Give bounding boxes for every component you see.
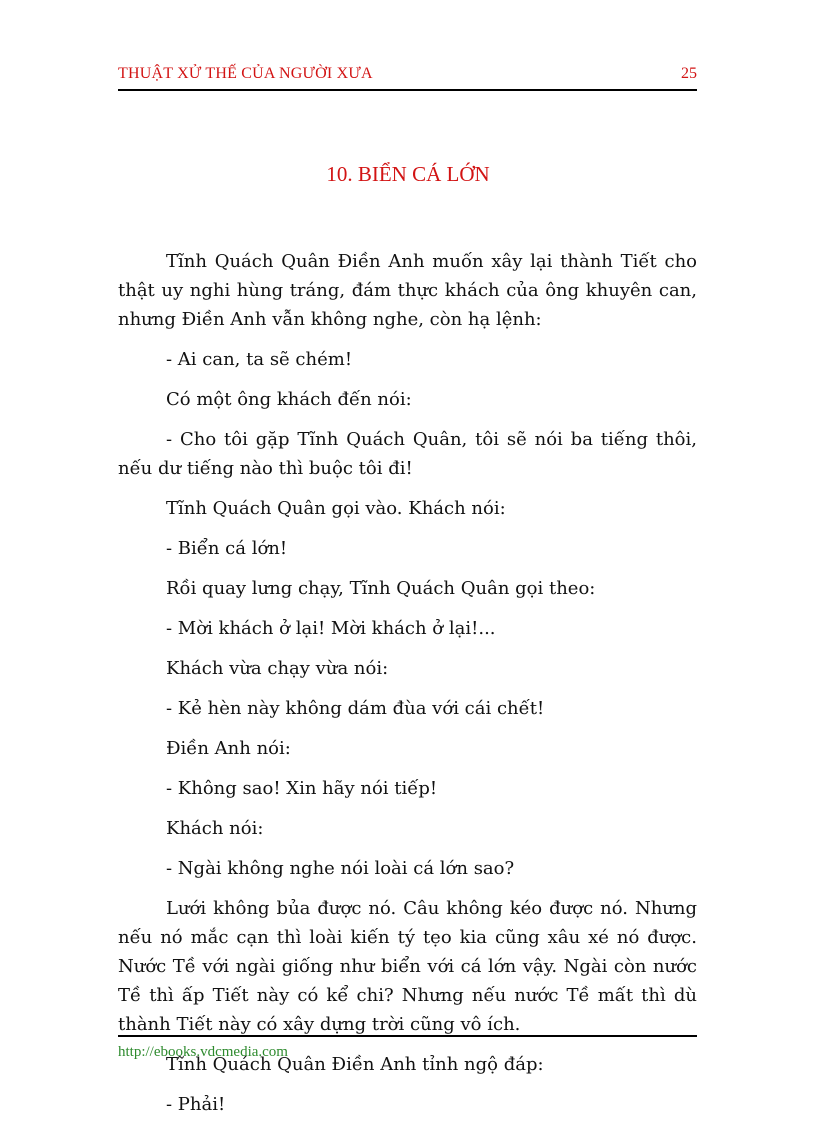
page-header — [118, 63, 697, 91]
chapter-title: 10. BIỂN CÁ LỚN — [326, 162, 490, 186]
paragraph: Khách nói: — [166, 818, 264, 839]
paragraph: - Mời khách ở lại! Mời khách ở lại!... — [166, 618, 496, 639]
paragraph: - Kẻ hèn này không dám đùa với cái chết! — [166, 698, 545, 719]
paragraph: Tĩnh Quách Quân gọi vào. Khách nói: — [166, 498, 506, 519]
paragraph: Có một ông khách đến nói: — [166, 389, 412, 410]
footer-divider — [118, 1035, 697, 1037]
paragraph: - Cho tôi gặp Tĩnh Quách Quân, tôi sẽ nói ba tiếng thôi, nếu dư tiếng nào thì buộc tôi đi! — [118, 429, 697, 479]
paragraph: Điền Anh nói: — [166, 738, 291, 759]
footer-link[interactable]: http://ebooks.vdcmedia.com — [118, 1044, 288, 1060]
paragraph: Khách vừa chạy vừa nói: — [166, 658, 389, 679]
page-number: 25 — [681, 65, 697, 82]
paragraph: - Không sao! Xin hãy nói tiếp! — [166, 778, 438, 799]
paragraph: - Phải! — [166, 1094, 226, 1115]
paragraph: - Biển cá lớn! — [166, 538, 288, 559]
paragraph: Lưới không bủa được nó. Câu không kéo được nó. Nhưng nếu nó mắc cạn thì loài kiến tý tẹo kia cũng xâu xé nó được. Nước Tề với ngài giống như biển với cá lớn vậy. Ngài còn nước Tề thì ấp Tiết này có kể chi? Nhưng nếu nước Tề mất thì dù thành Tiết này có xây dựng trời cũng vô ích. — [118, 898, 697, 1035]
paragraph: Rồi quay lưng chạy, Tĩnh Quách Quân gọi theo: — [166, 578, 596, 599]
paragraph: - Ngài không nghe nói loài cá lớn sao? — [166, 858, 515, 879]
paragraph: Tĩnh Quách Quân Điền Anh tỉnh ngộ đáp: — [166, 1054, 544, 1075]
book-title: THUẬT XỬ THẾ CỦA NGƯỜI XƯA — [118, 65, 373, 82]
body-text — [118, 247, 697, 1130]
paragraph: Tĩnh Quách Quân Điền Anh muốn xây lại thành Tiết cho thật uy nghi hùng tráng, đám thực khách của ông khuyên can, nhưng Điền Anh vẫn không nghe, còn hạ lệnh: — [118, 251, 697, 330]
paragraph: - Ai can, ta sẽ chém! — [166, 349, 353, 370]
